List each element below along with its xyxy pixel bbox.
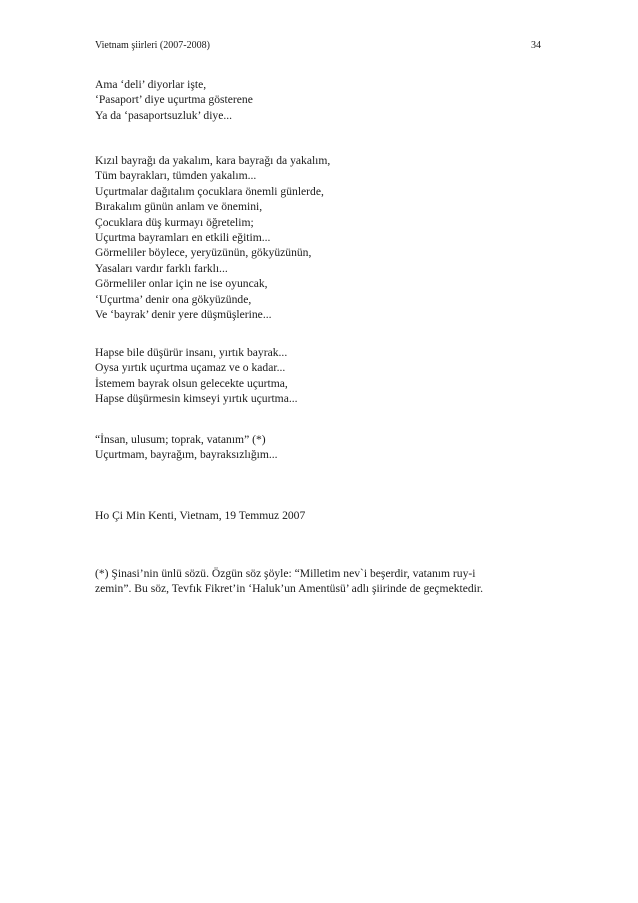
poem-line: Tüm bayrakları, tümden yakalım...: [95, 169, 257, 183]
poem-line: Uçurtmalar dağıtalım çocuklara önemli günlerde,: [95, 184, 324, 198]
poem-line: Hapse bile düşürür insanı, yırtık bayrak...: [95, 346, 288, 359]
page-header: [95, 40, 541, 52]
poem-line: ‘Uçurtma’ denir ona gökyüzünde,: [95, 292, 252, 306]
poem-line: İstemem bayrak olsun gelecekte uçurtma,: [95, 376, 288, 390]
stanza-1: [95, 77, 555, 123]
poem-line: Uçurtmam, bayrağım, bayraksızlığım...: [95, 448, 278, 462]
header-title: Vietnam şiirleri (2007-2008): [95, 40, 210, 51]
poem-line: Bırakalım günün anlam ve önemini,: [95, 200, 263, 214]
poem-line: Ve ‘bayrak’ denir yere düşmüşlerine...: [95, 308, 272, 322]
poem-line: Ya da ‘pasaportsuzluk’ diye...: [95, 108, 233, 122]
poem-line: “İnsan, ulusum; toprak, vatanım” (*): [95, 433, 266, 446]
poem-line: Çocuklara düş kurmayı öğretelim;: [95, 215, 254, 229]
poem-line: Hapse düşürmesin kimseyi yırtık uçurtma...: [95, 392, 298, 406]
poem-line: Görmeliler böylece, yeryüzünün, gökyüzünün,: [95, 246, 312, 260]
place-date-line: Ho Çi Min Kenti, Vietnam, 19 Temmuz 2007: [95, 509, 306, 522]
poem-line: Kızıl bayrağı da yakalım, kara bayrağı da yakalım,: [95, 154, 331, 167]
stanza-2: [95, 153, 555, 322]
stanza-3: [95, 345, 555, 407]
footnote-line: zemin”. Bu söz, Tevfık Fikret’in ‘Haluk’un Amentüsü’ adlı şiirinde de geçmektedir.: [95, 582, 484, 596]
poem-line: Yasaları vardır farklı farklı...: [95, 261, 228, 275]
poem-line: Ama ‘deli’ diyorlar işte,: [95, 78, 207, 91]
footnote: [95, 566, 555, 597]
poem-line: ‘Pasaport’ diye uçurtma gösterene: [95, 93, 253, 107]
poem-line: Uçurtma bayramları en etkili eğitim...: [95, 231, 271, 245]
footnote-line: (*) Şinasi’nin ünlü sözü. Özgün söz şöyle: “Milletim nev`i beşerdir, vatanım ruy-i: [95, 567, 476, 580]
page-number: 34: [531, 40, 541, 51]
poem-line: Oysa yırtık uçurtma uçamaz ve o kadar...: [95, 361, 286, 375]
stanza-4: [95, 432, 555, 463]
poem-line: Görmeliler onlar için ne ise oyuncak,: [95, 277, 268, 291]
